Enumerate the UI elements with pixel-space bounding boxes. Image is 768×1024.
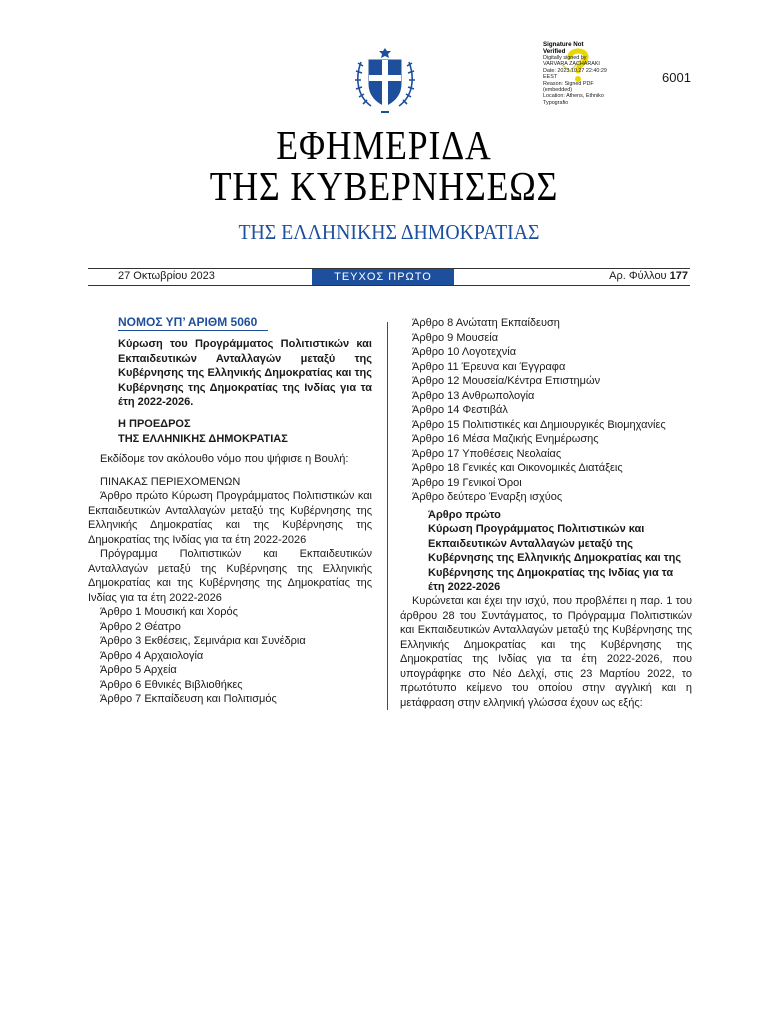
signature-status-line2: Verified: [543, 48, 566, 55]
toc-article-item: Άρθρο 15 Πολιτιστικές και Δημιουργικές Βιομηχανίες: [412, 418, 666, 431]
article-one-heading: Άρθρο πρώτο: [428, 509, 501, 521]
toc-article-item: Άρθρο 9 Μουσεία: [412, 331, 499, 344]
signature-detail-line: Date: 2023.10.27 22:40:29: [543, 67, 607, 74]
toc-article-item: Άρθρο 4 Αρχαιολογία: [100, 649, 204, 662]
toc-heading: ΠΙΝΑΚΑΣ ΠΕΡΙΕΧΟΜΕΝΩΝ: [100, 476, 241, 488]
law-title: ΝΟΜΟΣ ΥΠ’ ΑΡΙΘΜ 5060: [118, 315, 258, 329]
law-title-underline: [118, 330, 268, 331]
sheet-number: 177: [669, 270, 688, 282]
toc-article-item: Άρθρο 3 Εκθέσεις, Σεμινάρια και Συνέδρια: [100, 635, 306, 647]
sheet-number-block: [609, 270, 688, 282]
decree-text: Εκδίδομε τον ακόλουθο νόμο που ψήφισε η Βουλή:: [100, 453, 349, 465]
toc-article-item: Άρθρο 5 Αρχεία: [100, 664, 177, 676]
toc-article-first: Άρθρο πρώτο Κύρωση Προγράμματος Πολιτιστικών και Εκπαιδευτικών Ανταλλαγών μεταξύ της Κυβέρνησης της Ελληνικής Δημοκρατίας και της Κυβέρνησης της Δημοκρατίας της Ινδίας για τα έτη 2022-2026: [88, 490, 372, 546]
toc-article-item: Άρθρο 14 Φεστιβάλ: [412, 404, 508, 416]
signature-detail-line: Typografio: [543, 99, 569, 106]
signature-status-line1: Signature Not: [543, 41, 584, 48]
gazette-title-line1: ΕΦΗΜΕΡΙΔΑ: [276, 122, 492, 168]
page-number: 6001: [662, 70, 691, 85]
header-rule-bottom: [88, 285, 690, 286]
president-line2: ΤΗΣ ΕΛΛΗΝΙΚΗΣ ΔΗΜΟΚΡΑΤΙΑΣ: [118, 432, 288, 445]
toc-article-item: Άρθρο 19 Γενικοί Όροι: [412, 476, 522, 489]
signature-detail-line: Reason: Signed PDF: [543, 80, 594, 87]
toc-article-item: Άρθρο δεύτερο Έναρξη ισχύος: [412, 491, 563, 503]
toc-article-item: Άρθρο 17 Υποθέσεις Νεολαίας: [412, 447, 562, 460]
toc-article-item: Άρθρο 11 Έρευνα και Έγγραφα: [412, 360, 566, 373]
signature-detail-line: (embedded): [543, 87, 573, 94]
sheet-number-label: Αρ. Φύλλου: [609, 270, 667, 282]
article-one-body: Κυρώνεται και έχει την ισχύ, που προβλέπει η παρ. 1 του άρθρου 28 του Συντάγματος, το Πρόγραμμα Πολιτιστικών και Εκπαιδευτικών Ανταλλαγών μεταξύ της Κυβέρνησης της Ελληνικής Δημοκρατίας και της Κυβέρνησης της Δημοκρατίας της Ινδίας για τα έτη 2022-2026, που υπογράφηκε στο Νέο Δελχί, στις 23 Μαρτίου 2022, το πρωτότυπο κείμενο του οποίου στην αγγλική και η μετάφραση στην ελληνική γλώσσα έχουν ως εξής:: [400, 595, 692, 709]
toc-articles-left: [100, 605, 384, 707]
toc-articles-right: [412, 316, 692, 505]
signature-details: [543, 55, 635, 106]
signature-detail-line: VARVARA ZACHARAKI: [543, 61, 600, 68]
toc-article-item: Άρθρο 10 Λογοτεχνία: [412, 346, 517, 358]
signature-detail-line: Digitally signed by: [543, 55, 587, 61]
signature-detail-line: EEST: [543, 74, 558, 81]
toc-program: Πρόγραμμα Πολιτιστικών και Εκπαιδευτικών Ανταλλαγών μεταξύ της Κυβέρνησης της Ελληνικής Δημοκρατίας και της Κυβέρνησης της Δημοκρατίας της Ινδίας για τα έτη 2022-2026: [88, 548, 372, 604]
gazette-title-line2: ΤΗΣ ΚΥΒΕΡΝΗΣΕΩΣ: [209, 163, 559, 209]
article-one-title: Κύρωση Προγράμματος Πολιτιστικών και Εκπαιδευτικών Ανταλλαγών μεταξύ της Κυβέρνησης της Ελληνικής Δημοκρατίας και της Κυβέρνησης της Δημοκρατίας της Ινδίας για τα έτη 2022-2026: [428, 523, 682, 593]
president-heading: [118, 417, 402, 446]
president-line1: Η ΠΡΟΕΔΡΟΣ: [118, 418, 191, 430]
issue-date: 27 Οκτωβρίου 2023: [118, 270, 215, 282]
law-subtitle: Κύρωση του Προγράμματος Πολιτιστικών και Εκπαιδευτικών Ανταλλαγών μεταξύ της Κυβέρνησης της Ελληνικής Δημοκρατίας και της Κυβέρνησης της Δημοκρατίας της Ινδίας για τα έτη 2022-2026.: [118, 338, 372, 408]
toc-article-item: Άρθρο 7 Εκπαίδευση και Πολιτισμός: [100, 693, 277, 705]
toc-article-item: Άρθρο 2 Θέατρο: [100, 620, 181, 633]
greek-coat-of-arms-emblem: [353, 40, 417, 116]
toc-article-item: Άρθρο 12 Μουσεία/Κέντρα Επιστημών: [412, 375, 601, 387]
toc-article-item: Άρθρο 8 Ανώτατη Εκπαίδευση: [412, 317, 560, 329]
issue-series-badge: ΤΕΥΧΟΣ ΠΡΩΤΟ: [312, 269, 454, 285]
signature-detail-line: Location: Athens, Ethniko: [543, 93, 604, 100]
toc-article-item: Άρθρο 18 Γενικές και Οικονομικές Διατάξεις: [412, 462, 623, 474]
toc-article-item: Άρθρο 1 Μουσική και Χορός: [100, 606, 238, 618]
toc-article-item: Άρθρο 6 Εθνικές Βιβλιοθήκες: [100, 678, 243, 691]
toc-article-item: Άρθρο 13 Ανθρωπολογία: [412, 389, 535, 402]
column-divider: [387, 322, 388, 710]
digital-signature-stamp: [543, 41, 635, 106]
gazette-title-line3: ΤΗΣ ΕΛΛΗΝΙΚΗΣ ΔΗΜΟΚΡΑΤΙΑΣ: [238, 220, 540, 244]
toc-article-item: Άρθρο 16 Μέσα Μαζικής Ενημέρωσης: [412, 433, 599, 445]
